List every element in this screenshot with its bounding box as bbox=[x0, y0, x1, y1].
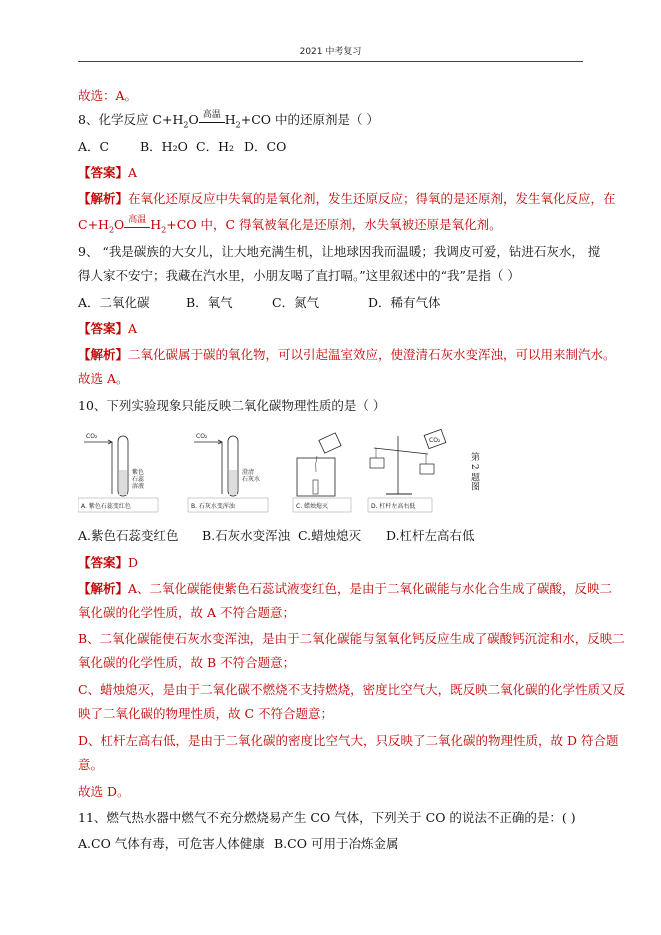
q9-option: A．二氧化碳 bbox=[78, 295, 150, 310]
q8-post-sub: 2 bbox=[235, 120, 241, 130]
svg-text:石蕊: 石蕊 bbox=[132, 476, 145, 483]
analysis-label: 【解析】 bbox=[78, 347, 129, 362]
page-header: 2021 中考复习 bbox=[299, 47, 362, 57]
q8-answer bbox=[78, 165, 137, 181]
q10-conclusion: 故选 D。 bbox=[78, 784, 130, 799]
q10-option: C.蜡烛熄灭 bbox=[298, 528, 362, 543]
answer-label: 【答案】 bbox=[78, 555, 129, 570]
q9-option: C．氮气 bbox=[272, 295, 320, 310]
q10-analysis-a2: 氧化碳的化学性质，故 A 不符合题意； bbox=[78, 605, 295, 620]
q8-option: D．CO bbox=[244, 139, 287, 154]
q8-option: B．H₂O bbox=[140, 139, 188, 154]
q8-tail: +CO 中的还原剂是（ ） bbox=[240, 112, 379, 127]
q10-analysis-b1: B、二氧化碳能使石灰水变浑浊，是由于二氧化碳能与氢氧化钙反应生成了碳酸钙沉淀和水，反映二 bbox=[78, 631, 625, 646]
analysis-condition-text: 高温 bbox=[128, 215, 147, 225]
q10-options bbox=[78, 528, 475, 544]
analysis-text: A、二氧化碳能使紫色石蕊试液变红色，是由于二氧化碳能与水化合生成了碳酸，反映二 bbox=[128, 581, 613, 596]
analysis-formula-pre: C+H bbox=[78, 217, 109, 232]
svg-text:石灰水: 石灰水 bbox=[242, 476, 261, 483]
q9-conclusion: 故选 A。 bbox=[78, 371, 129, 386]
q7-conclusion: 故选：A。 bbox=[78, 88, 138, 103]
q10-stem: 10、下列实验现象只能反映二氧化碳物理性质的是（ ） bbox=[78, 398, 386, 413]
q9-analysis bbox=[78, 347, 616, 363]
q8-o: O bbox=[188, 112, 199, 127]
q8-condition-text: 高温 bbox=[202, 110, 221, 120]
answer-value: A bbox=[128, 321, 138, 336]
q8-options bbox=[78, 139, 286, 155]
q9-stem-line1: 9、 “我是碳族的大女儿，让大地充满生机，让地球因我而温暖；我调皮可爱，钻进石灰水， 搅 bbox=[78, 244, 601, 259]
analysis-condition bbox=[124, 217, 150, 233]
answer-value: D bbox=[128, 555, 139, 570]
q9-answer bbox=[78, 321, 137, 337]
analysis-formula-sub: 2 bbox=[108, 225, 115, 235]
q11-options bbox=[78, 836, 398, 852]
q10-answer bbox=[78, 555, 138, 571]
analysis-label: 【解析】 bbox=[78, 581, 129, 596]
svg-text:紫色: 紫色 bbox=[132, 469, 145, 476]
q8-option: A．C bbox=[78, 139, 110, 154]
fig-c-label: C. 蜡烛熄灭 bbox=[296, 503, 329, 510]
q10-option: A.紫色石蕊变红色 bbox=[78, 528, 179, 543]
answer-label: 【答案】 bbox=[78, 321, 129, 336]
q8-condition-line bbox=[199, 122, 225, 123]
q10-option: B.石灰水变浑浊 bbox=[202, 528, 291, 543]
q8-analysis bbox=[78, 191, 616, 207]
figure-d bbox=[368, 429, 446, 512]
q9-stem-line2: 得人家不安宁；我藏在汽水里，小朋友喝了直打嗝。”这里叙述中的“我”是指（ ） bbox=[78, 268, 520, 283]
analysis-text: 二氧化碳属于碳的氧化物，可以引起温室效应，使澄清石灰水变浑浊，可以用来制汽水。 bbox=[128, 347, 616, 362]
q10-analysis bbox=[78, 581, 612, 597]
answer-value: A bbox=[128, 165, 138, 180]
fig-b-gas: CO₂ bbox=[196, 433, 208, 440]
svg-text:溶液: 溶液 bbox=[132, 483, 145, 490]
q10-option: D.杠杆左高右低 bbox=[386, 528, 475, 543]
figure-b bbox=[188, 433, 268, 512]
q10-analysis-c2: 映了二氧化碳的物理性质，故 C 不符合题意； bbox=[78, 706, 334, 721]
svg-text:澄清: 澄清 bbox=[242, 469, 255, 476]
fig-d-gas: CO₂ bbox=[429, 437, 441, 444]
analysis-label: 【解析】 bbox=[78, 191, 129, 206]
q10-analysis-d2: 意。 bbox=[78, 757, 104, 772]
q11-option-b: B.CO 可用于冶炼金属 bbox=[274, 836, 399, 851]
q11-stem: 11、燃气热水器中燃气不充分燃烧易产生 CO 气体，下列关于 CO 的说法不正确的是：( ) bbox=[78, 810, 576, 825]
q10-analysis-d1: D、杠杆左高右低，是由于二氧化碳的密度比空气大，只反映了二氧化碳的物理性质，故 D 符合题 bbox=[78, 733, 619, 748]
q10-analysis-c1: C、蜡烛熄灭，是由于二氧化碳不燃烧不支持燃烧，密度比空气大，既反映二氧化碳的化学性质又反 bbox=[78, 682, 626, 697]
figure-c bbox=[293, 433, 351, 512]
q8-condition bbox=[199, 112, 225, 128]
analysis-formula-post-sub: 2 bbox=[161, 225, 167, 235]
q9-option: D．稀有气体 bbox=[368, 295, 441, 310]
q8-sub: 2 bbox=[183, 120, 189, 130]
q8-stem bbox=[78, 112, 379, 134]
analysis-formula-mid: O bbox=[114, 217, 125, 232]
q10-figure bbox=[78, 428, 498, 516]
figure-a bbox=[78, 433, 158, 512]
fig-a-gas: CO₂ bbox=[86, 433, 98, 440]
q8-stem-pre: 8、化学反应 C+H bbox=[78, 112, 184, 127]
figure-caption: 第 2 题图 bbox=[469, 452, 479, 491]
q9-option: B．氧气 bbox=[186, 295, 233, 310]
q8-option: C．H₂ bbox=[196, 139, 234, 154]
q9-options bbox=[78, 295, 441, 311]
q8-post: H bbox=[224, 112, 236, 127]
analysis-formula-tail: +CO 中，C 得氧被氧化是还原剂，水失氧被还原是氧化剂。 bbox=[166, 217, 502, 232]
q10-analysis-b2: 氧化碳的化学性质，故 B 不符合题意； bbox=[78, 655, 296, 670]
analysis-formula-post: H bbox=[150, 217, 162, 232]
fig-b-label: B. 石灰水变浑浊 bbox=[191, 503, 235, 510]
fig-a-label: A. 紫色石蕊变红色 bbox=[81, 503, 131, 510]
header-divider bbox=[78, 61, 583, 62]
q11-option-a: A.CO 气体有毒，可危害人体健康 bbox=[78, 836, 265, 851]
analysis-text: 在氧化还原反应中失氧的是氧化剂，发生还原反应；得氧的是还原剂，发生氧化反应，在 bbox=[128, 191, 616, 206]
answer-label: 【答案】 bbox=[78, 165, 129, 180]
fig-d-label: D. 杠杆左高右低 bbox=[371, 503, 416, 510]
analysis-condition-line bbox=[124, 227, 150, 228]
q8-analysis-cont bbox=[78, 217, 502, 239]
